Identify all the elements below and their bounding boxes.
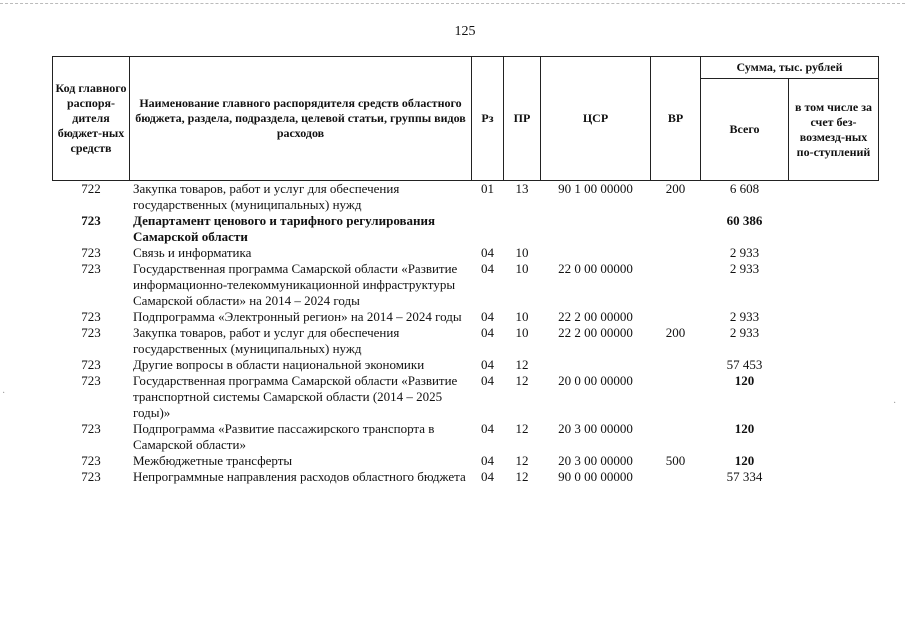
cell-including bbox=[789, 421, 879, 453]
cell-pr: 12 bbox=[515, 421, 529, 436]
cell-name: Другие вопросы в области национальной экономики bbox=[133, 357, 425, 372]
table-row bbox=[53, 373, 879, 421]
cell-pr: 10 bbox=[515, 309, 529, 324]
cell-name: Связь и информатика bbox=[133, 245, 252, 260]
budget-table bbox=[52, 56, 879, 485]
table-row bbox=[53, 469, 879, 485]
header-name: Наименование главного распорядителя средств областного бюджета, раздела, подраздела, целевой статьи, группы видов расходов bbox=[130, 57, 472, 181]
scan-edge-mark: · bbox=[2, 388, 6, 399]
cell-including bbox=[789, 309, 879, 325]
cell-vr bbox=[651, 357, 701, 373]
cell-rz: 04 bbox=[481, 261, 494, 276]
table-row bbox=[53, 261, 879, 309]
table-row bbox=[53, 453, 879, 469]
cell-total: 120 bbox=[734, 373, 755, 388]
cell-vr bbox=[651, 261, 701, 309]
cell-name: Государственная программа Самарской области «Развитие информационно-телекоммуникационной инфраструктуры Самарской области» на 2014 – 2024 годы bbox=[133, 261, 458, 308]
cell-including bbox=[789, 213, 879, 245]
cell-name: Непрограммные направления расходов областного бюджета bbox=[133, 469, 466, 484]
cell-rz: 04 bbox=[481, 357, 494, 372]
cell-name: Закупка товаров, работ и услуг для обеспечения государственных (муниципальных) нужд bbox=[133, 325, 400, 356]
cell-pr: 12 bbox=[515, 469, 529, 484]
cell-code: 723 bbox=[81, 261, 101, 276]
cell-including bbox=[789, 373, 879, 421]
cell-vr bbox=[651, 421, 701, 453]
cell-rz: 04 bbox=[481, 469, 494, 484]
header-rz: Рз bbox=[472, 57, 504, 181]
cell-total: 2 933 bbox=[729, 245, 760, 260]
cell-vr bbox=[651, 309, 701, 325]
cell-total: 57 334 bbox=[726, 469, 763, 484]
header-vr: ВР bbox=[651, 57, 701, 181]
cell-vr bbox=[651, 245, 701, 261]
cell-pr: 12 bbox=[515, 357, 529, 372]
cell-csr: 20 3 00 00000 bbox=[558, 421, 633, 436]
cell-total: 6 608 bbox=[729, 181, 760, 196]
cell-code: 723 bbox=[81, 421, 101, 436]
cell-pr bbox=[504, 213, 541, 245]
cell-rz: 04 bbox=[481, 325, 494, 340]
cell-total: 57 453 bbox=[726, 357, 763, 372]
cell-rz: 04 bbox=[481, 309, 494, 324]
cell-including bbox=[789, 469, 879, 485]
cell-including bbox=[789, 261, 879, 309]
cell-pr: 10 bbox=[515, 245, 529, 260]
cell-including bbox=[789, 325, 879, 357]
table-row bbox=[53, 181, 879, 214]
cell-name: Подпрограмма «Электронный регион» на 2014 – 2024 годы bbox=[133, 309, 462, 324]
cell-including bbox=[789, 357, 879, 373]
cell-csr: 22 2 00 00000 bbox=[558, 325, 633, 340]
cell-vr: 500 bbox=[665, 453, 686, 468]
cell-rz: 04 bbox=[481, 373, 494, 388]
cell-pr: 12 bbox=[515, 453, 529, 468]
cell-vr bbox=[651, 373, 701, 421]
cell-code: 723 bbox=[81, 309, 101, 324]
cell-code: 723 bbox=[81, 453, 101, 468]
cell-code: 723 bbox=[81, 245, 101, 260]
cell-code: 723 bbox=[81, 213, 101, 228]
table-row bbox=[53, 213, 879, 245]
cell-vr bbox=[651, 469, 701, 485]
cell-vr: 200 bbox=[665, 325, 686, 340]
cell-total: 2 933 bbox=[729, 325, 760, 340]
cell-csr: 22 2 00 00000 bbox=[558, 309, 633, 324]
cell-csr: 20 3 00 00000 bbox=[558, 453, 633, 468]
header-including: в том числе за счет без-возмезд-ных по-ступлений bbox=[789, 79, 879, 181]
cell-csr: 90 0 00 00000 bbox=[558, 469, 633, 484]
cell-name: Департамент ценового и тарифного регулирования Самарской области bbox=[133, 213, 436, 244]
cell-total: 120 bbox=[734, 421, 755, 436]
cell-csr bbox=[541, 213, 651, 245]
page-number: 125 bbox=[454, 24, 476, 39]
cell-including bbox=[789, 181, 879, 214]
cell-name: Межбюджетные трансферты bbox=[133, 453, 293, 468]
cell-rz bbox=[472, 213, 504, 245]
table-body bbox=[53, 181, 879, 486]
page-top-rule bbox=[0, 3, 905, 4]
cell-code: 723 bbox=[81, 469, 101, 484]
cell-code: 723 bbox=[81, 357, 101, 372]
cell-pr: 12 bbox=[515, 373, 529, 388]
table-row bbox=[53, 357, 879, 373]
header-total: Всего bbox=[701, 79, 789, 181]
table-header bbox=[53, 57, 879, 181]
cell-csr bbox=[541, 245, 651, 261]
cell-code: 723 bbox=[81, 325, 101, 340]
cell-rz: 04 bbox=[481, 245, 494, 260]
table-row bbox=[53, 245, 879, 261]
cell-pr: 13 bbox=[515, 181, 529, 196]
cell-csr: 20 0 00 00000 bbox=[558, 373, 633, 388]
cell-vr bbox=[651, 213, 701, 245]
cell-total: 120 bbox=[734, 453, 755, 468]
cell-total: 60 386 bbox=[726, 213, 763, 228]
cell-name: Закупка товаров, работ и услуг для обеспечения государственных (муниципальных) нужд bbox=[133, 181, 400, 212]
table-row bbox=[53, 325, 879, 357]
cell-code: 723 bbox=[81, 373, 101, 388]
cell-csr: 90 1 00 00000 bbox=[558, 181, 633, 196]
table-row bbox=[53, 309, 879, 325]
cell-vr: 200 bbox=[665, 181, 686, 196]
header-code: Код главного распоря-дителя бюджет-ных средств bbox=[53, 57, 130, 181]
cell-including bbox=[789, 453, 879, 469]
cell-total: 2 933 bbox=[729, 261, 760, 276]
cell-name: Государственная программа Самарской области «Развитие транспортной системы Самарской области (2014 – 2025 годы)» bbox=[133, 373, 458, 420]
header-pr: ПР bbox=[504, 57, 541, 181]
header-sum-group: Сумма, тыс. рублей bbox=[701, 57, 879, 79]
cell-rz: 01 bbox=[481, 181, 494, 196]
cell-csr bbox=[541, 357, 651, 373]
cell-including bbox=[789, 245, 879, 261]
cell-csr: 22 0 00 00000 bbox=[558, 261, 633, 276]
cell-rz: 04 bbox=[481, 421, 494, 436]
cell-name: Подпрограмма «Развитие пассажирского транспорта в Самарской области» bbox=[133, 421, 435, 452]
cell-total: 2 933 bbox=[729, 309, 760, 324]
cell-pr: 10 bbox=[515, 261, 529, 276]
table-row bbox=[53, 421, 879, 453]
header-csr: ЦСР bbox=[541, 57, 651, 181]
cell-code: 722 bbox=[81, 181, 101, 196]
cell-pr: 10 bbox=[515, 325, 529, 340]
cell-rz: 04 bbox=[481, 453, 494, 468]
scan-edge-mark: · bbox=[893, 398, 897, 409]
